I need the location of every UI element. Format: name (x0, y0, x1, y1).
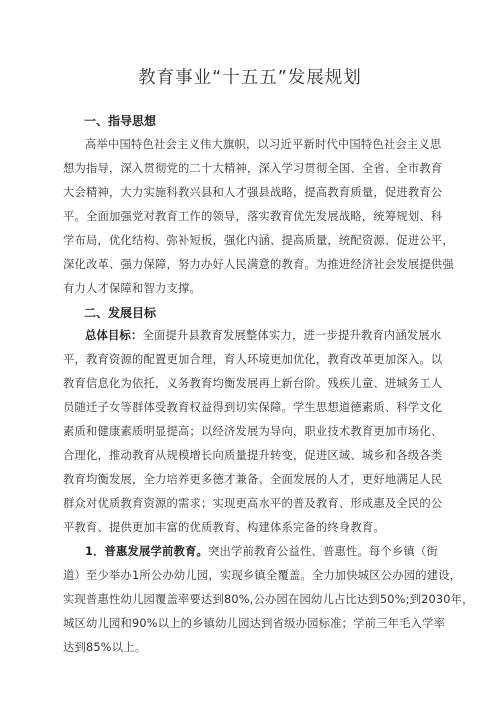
paragraph-line: 道）至少举办1所公办幼儿园，实现乡镇全覆盖。全力加快城区公办园的建设， (63, 569, 462, 582)
paragraph-line (85, 545, 443, 559)
paragraph-line: 城区幼儿园和90%以上的乡镇幼儿园达到省级办园标准；学前三年毛入学率 (63, 617, 446, 630)
paragraph-line: 高举中国特色社会主义伟大旗帜，以习近平新时代中国特色社会主义思 (85, 138, 442, 151)
item1-text: 突出学前教育公益性、普惠性。每个乡镇（街 (208, 545, 438, 558)
paragraph-line: 达到85%以上。 (63, 641, 147, 654)
item1-label: 1．普惠发展学前教育。 (85, 545, 209, 558)
paragraph-line: 平。全面加强党对教育工作的领导，落实教育优先发展战略，统筹规划、科 (63, 210, 443, 223)
paragraph-line: 深化改革、强力保障，努力办好人民满意的教育。为推进经济社会发展提供强 (63, 258, 454, 271)
overall-goal-text: 全面提升县教育发展整体实力，进一步提升教育内涵发展水 (142, 329, 442, 342)
paragraph-line: 合理化，推动教育从规模增长向质量提升转变，促进区域、城乡和各级各类 (63, 449, 443, 462)
paragraph-line: 素质和健康素质明显提高；以经济发展为导向，职业技术教育更加市场化、 (63, 425, 443, 438)
paragraph-line: 学布局，优化结构、弥补短板，强化内涵、提高质量，统配资源、促进公平， (63, 234, 454, 247)
document-title: 教育事业“十五五”发展规划 (138, 68, 362, 88)
paragraph-line: 平，教育资源的配置更加合理，育人环境更加优化，教育改革更加深入。以 (63, 353, 443, 366)
paragraph-line: 有力人才保障和智力支撑。 (63, 282, 201, 295)
paragraph-line: 教育均衡发展，全力培养更多德才兼备、全面发展的人才，更好地满足人民 (63, 473, 443, 486)
section-heading-development-goals: 二、发展目标 (84, 306, 157, 320)
paragraph-line: 大会精神，大力实施科教兴县和人才强县战略，提高教育质量，促进教育公 (63, 186, 443, 199)
paragraph-line: 想为指导，深入贯彻党的二十大精神，深入学习贯彻全国、全省、全市教育 (63, 162, 443, 175)
paragraph-line: 教育信息化为依托，义务教育均衡发展再上新台阶。残疾儿童、进城务工人 (63, 377, 443, 390)
paragraph-line: 员随迁子女等群体受教育权益得到切实保障。学生思想道德素质、科学文化 (63, 401, 443, 414)
paragraph-line: 实现普惠性幼儿园覆盖率要达到80%,公办园在园幼儿占比达到50%;到2030年， (63, 593, 474, 606)
paragraph-line: 群众对优质教育资源的需求；实现更高水平的普及教育、形成惠及全民的公 (63, 497, 443, 510)
paragraph-line: 平教育、提供更加丰富的优质教育、构建体系完备的终身教育。 (63, 521, 385, 534)
paragraph-line (85, 329, 443, 343)
overall-goal-label: 总体目标： (85, 329, 143, 342)
section-heading-guiding-ideology: 一、指导思想 (84, 114, 157, 128)
